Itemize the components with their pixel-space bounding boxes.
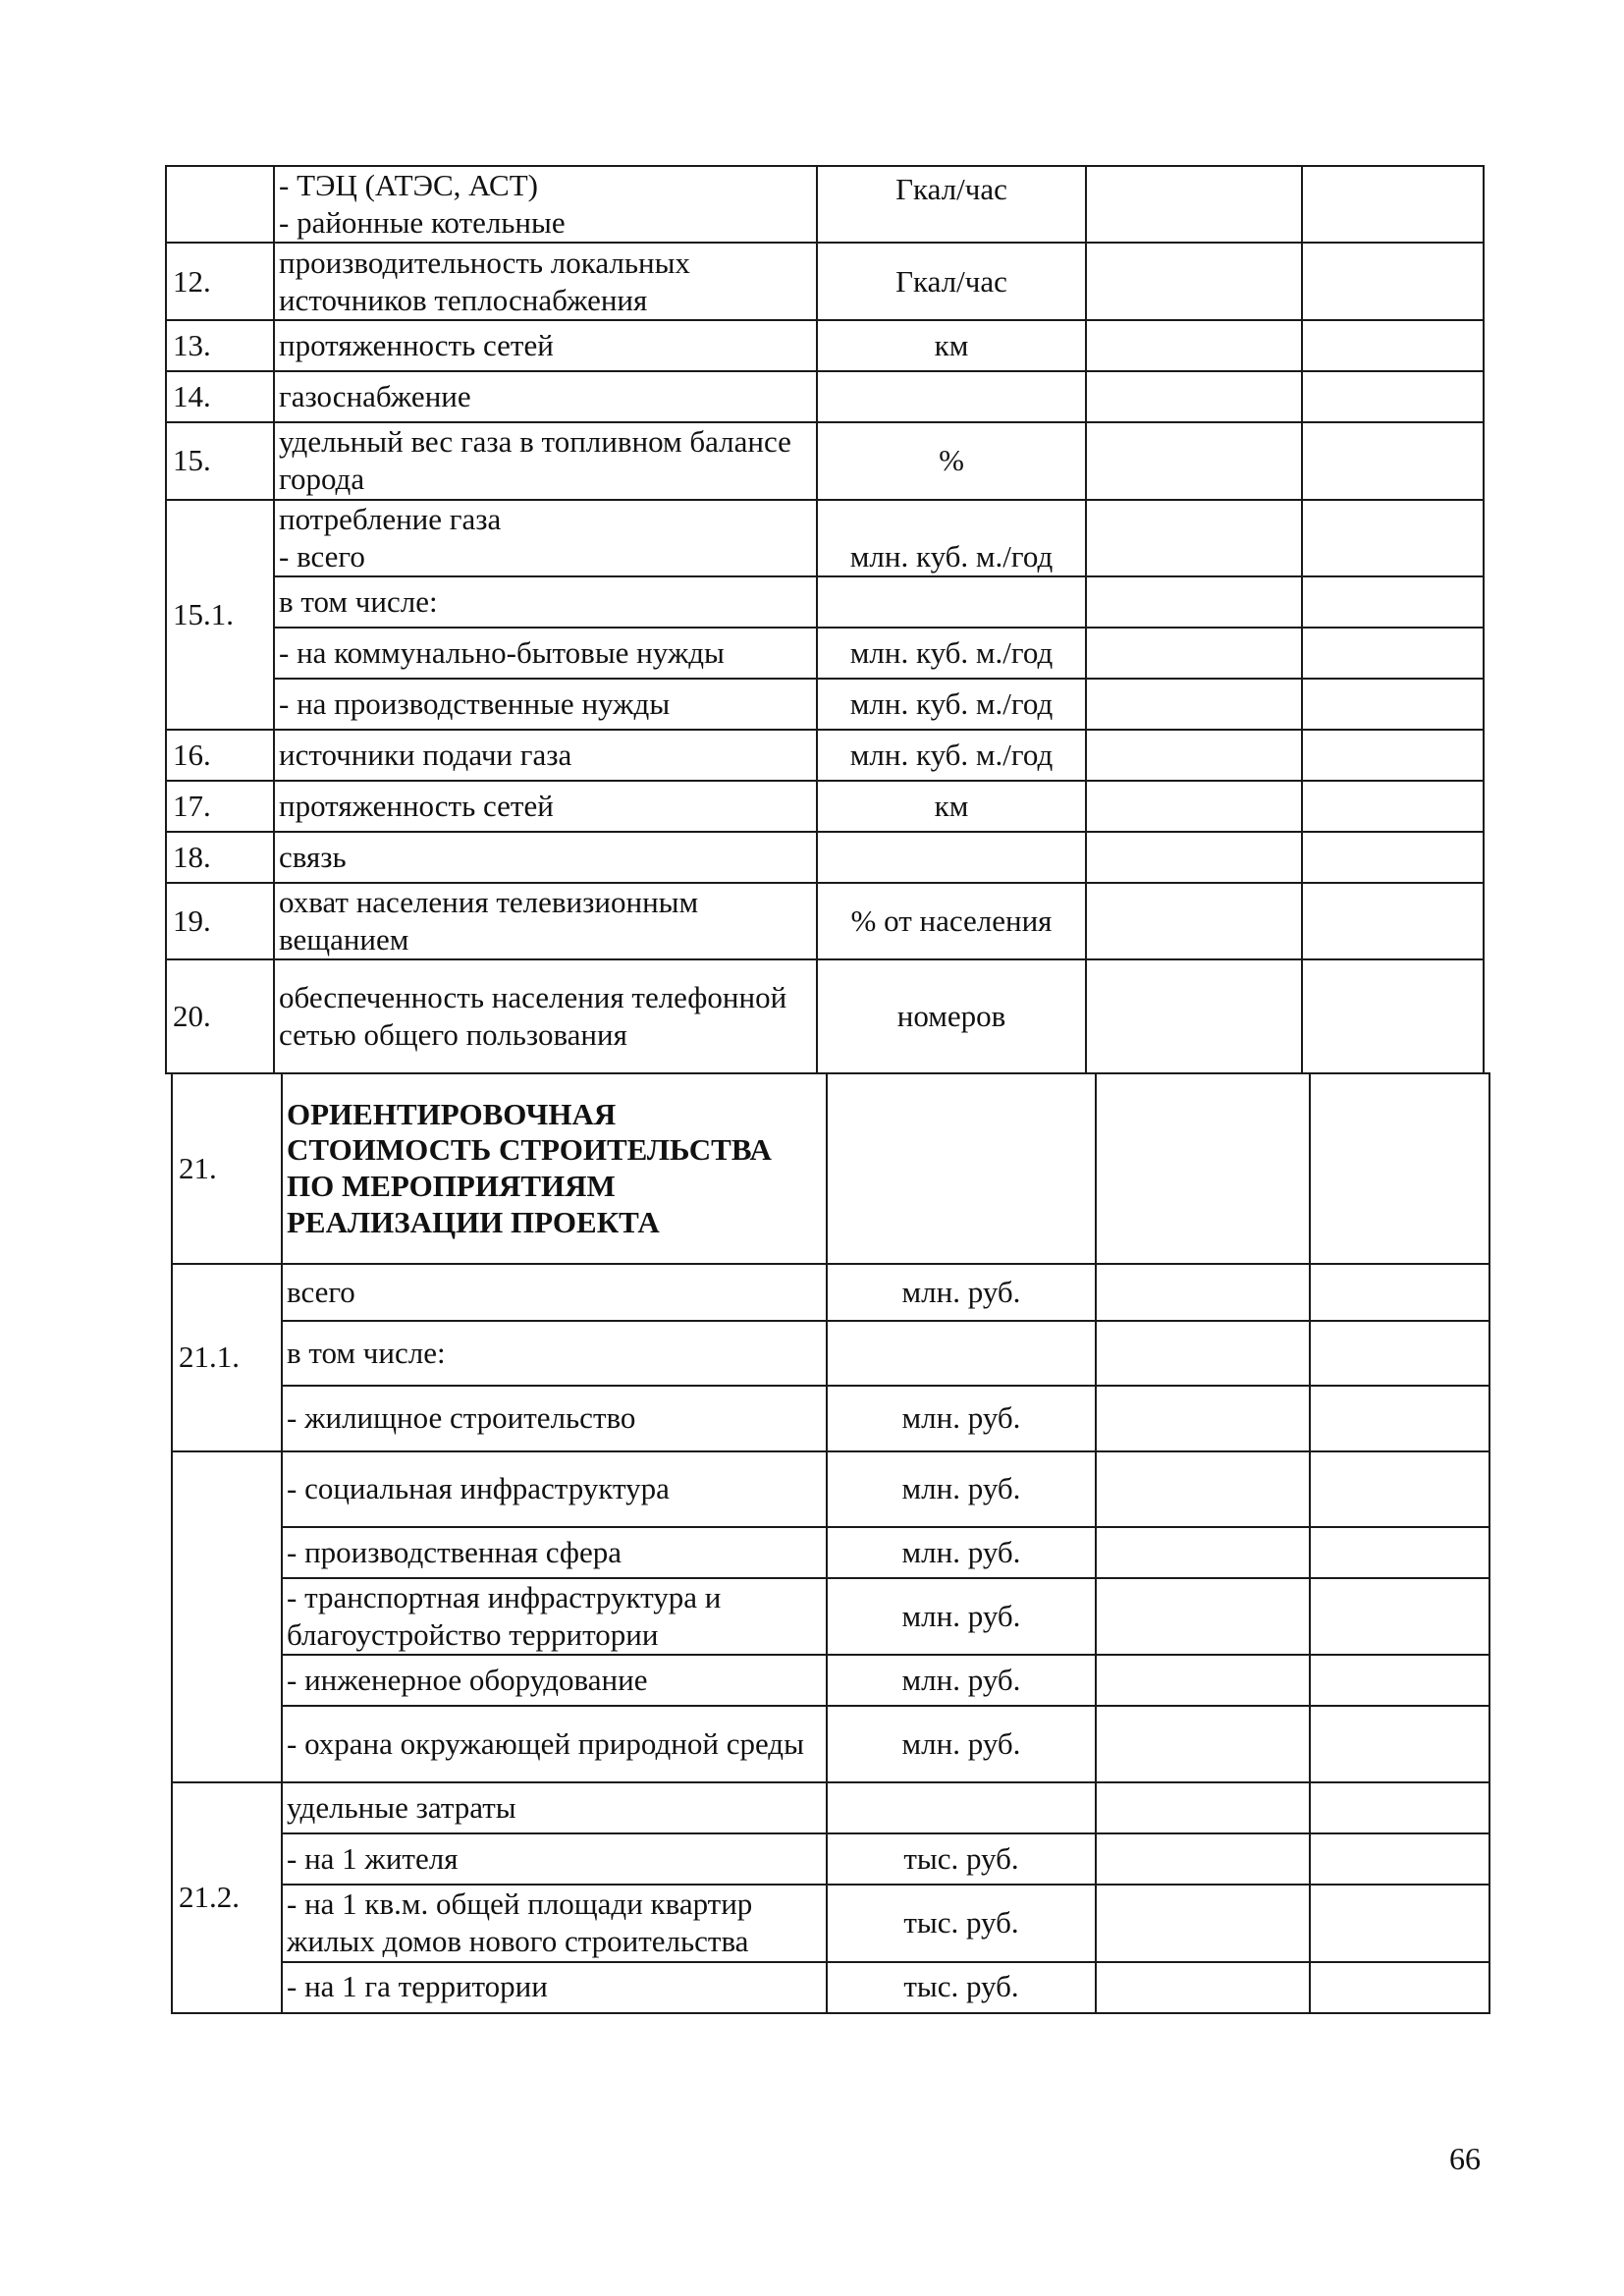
row-number bbox=[166, 166, 274, 243]
table-row bbox=[172, 1655, 1489, 1706]
table-row bbox=[172, 1386, 1489, 1451]
value-cell bbox=[1310, 1885, 1489, 1961]
row-indicator: связь bbox=[274, 832, 817, 883]
value-cell bbox=[1096, 1578, 1310, 1655]
table-row bbox=[172, 1833, 1489, 1885]
row-indicator: производительность локальных источников теплоснабжения bbox=[274, 243, 817, 320]
table-row bbox=[166, 422, 1484, 499]
table-row bbox=[166, 371, 1484, 422]
value-cell bbox=[1310, 1655, 1489, 1706]
value-cell bbox=[1310, 1321, 1489, 1386]
row-number: 13. bbox=[166, 320, 274, 371]
row-indicator: обеспеченность населения телефонной сетью общего пользования bbox=[274, 959, 817, 1073]
table-row bbox=[166, 243, 1484, 320]
value-cell bbox=[1310, 1451, 1489, 1527]
row-indicator: - ТЭЦ (АТЭС, АСТ) - районные котельные bbox=[274, 166, 817, 243]
value-cell bbox=[1096, 1655, 1310, 1706]
value-cell bbox=[1086, 883, 1302, 959]
value-cell bbox=[1086, 422, 1302, 499]
row-unit: номеров bbox=[817, 959, 1086, 1073]
row-indicator: - охрана окружающей природной среды bbox=[282, 1706, 827, 1782]
value-cell bbox=[1310, 1527, 1489, 1578]
row-number: 21. bbox=[172, 1073, 282, 1264]
value-cell bbox=[1096, 1706, 1310, 1782]
table-row bbox=[172, 1073, 1489, 1264]
row-number: 20. bbox=[166, 959, 274, 1073]
row-unit bbox=[827, 1073, 1096, 1264]
value-cell bbox=[1086, 832, 1302, 883]
row-indicator: газоснабжение bbox=[274, 371, 817, 422]
row-unit bbox=[827, 1321, 1096, 1386]
table-row bbox=[166, 500, 1484, 576]
value-cell bbox=[1086, 243, 1302, 320]
row-indicator: в том числе: bbox=[274, 576, 817, 628]
row-unit: млн. куб. м./год bbox=[817, 679, 1086, 730]
row-unit: млн. руб. bbox=[827, 1386, 1096, 1451]
row-indicator: - инженерное оборудование bbox=[282, 1655, 827, 1706]
section-heading: ОРИЕНТИРОВОЧНАЯ СТОИМОСТЬ СТРОИТЕЛЬСТВА ПО МЕРОПРИЯТИЯМ РЕАЛИЗАЦИИ ПРОЕКТА bbox=[282, 1073, 827, 1264]
value-cell bbox=[1086, 320, 1302, 371]
row-indicator: - социальная инфраструктура bbox=[282, 1451, 827, 1527]
value-cell bbox=[1086, 781, 1302, 832]
row-indicator: - на коммунально-бытовые нужды bbox=[274, 628, 817, 679]
row-indicator: источники подачи газа bbox=[274, 730, 817, 781]
value-cell bbox=[1086, 959, 1302, 1073]
value-cell bbox=[1310, 1578, 1489, 1655]
table-row bbox=[166, 832, 1484, 883]
row-number bbox=[172, 1451, 282, 1782]
row-unit: км bbox=[817, 320, 1086, 371]
row-indicator: - на 1 га территории bbox=[282, 1962, 827, 2013]
row-number: 15. bbox=[166, 422, 274, 499]
value-cell bbox=[1310, 1264, 1489, 1321]
value-cell bbox=[1096, 1962, 1310, 2013]
table-row bbox=[166, 679, 1484, 730]
value-cell bbox=[1096, 1386, 1310, 1451]
row-unit: млн. руб. bbox=[827, 1264, 1096, 1321]
row-unit: км bbox=[817, 781, 1086, 832]
indicators-table-part-2 bbox=[171, 1072, 1490, 2014]
row-unit: млн. руб. bbox=[827, 1527, 1096, 1578]
row-number: 16. bbox=[166, 730, 274, 781]
row-unit: Гкал/час bbox=[817, 166, 1086, 243]
row-unit: тыс. руб. bbox=[827, 1962, 1096, 2013]
value-cell bbox=[1086, 500, 1302, 576]
table-row bbox=[172, 1962, 1489, 2013]
row-unit: тыс. руб. bbox=[827, 1885, 1096, 1961]
value-cell bbox=[1310, 1833, 1489, 1885]
row-unit: млн. руб. bbox=[827, 1451, 1096, 1527]
row-number: 21.1. bbox=[172, 1264, 282, 1451]
row-unit: Гкал/час bbox=[817, 243, 1086, 320]
table-row bbox=[172, 1578, 1489, 1655]
table-row bbox=[166, 576, 1484, 628]
value-cell bbox=[1302, 500, 1484, 576]
value-cell bbox=[1086, 730, 1302, 781]
value-cell bbox=[1310, 1706, 1489, 1782]
row-unit: % bbox=[817, 422, 1086, 499]
value-cell bbox=[1086, 628, 1302, 679]
value-cell bbox=[1302, 628, 1484, 679]
row-indicator: в том числе: bbox=[282, 1321, 827, 1386]
row-indicator: всего bbox=[282, 1264, 827, 1321]
table-row bbox=[166, 959, 1484, 1073]
table-row bbox=[172, 1782, 1489, 1833]
value-cell bbox=[1302, 371, 1484, 422]
row-indicator: - жилищное строительство bbox=[282, 1386, 827, 1451]
value-cell bbox=[1302, 883, 1484, 959]
table-row bbox=[172, 1451, 1489, 1527]
row-indicator: - на производственные нужды bbox=[274, 679, 817, 730]
table-row bbox=[172, 1527, 1489, 1578]
value-cell bbox=[1096, 1885, 1310, 1961]
value-cell bbox=[1302, 576, 1484, 628]
value-cell bbox=[1086, 371, 1302, 422]
table-row bbox=[166, 781, 1484, 832]
row-indicator: - производственная сфера bbox=[282, 1527, 827, 1578]
value-cell bbox=[1096, 1073, 1310, 1264]
value-cell bbox=[1086, 679, 1302, 730]
row-indicator: удельные затраты bbox=[282, 1782, 827, 1833]
row-unit: млн. куб. м./год bbox=[817, 628, 1086, 679]
table-row bbox=[172, 1706, 1489, 1782]
value-cell bbox=[1302, 959, 1484, 1073]
value-cell bbox=[1096, 1527, 1310, 1578]
row-unit bbox=[817, 371, 1086, 422]
value-cell bbox=[1086, 166, 1302, 243]
value-cell bbox=[1310, 1386, 1489, 1451]
table-row bbox=[166, 628, 1484, 679]
row-number: 14. bbox=[166, 371, 274, 422]
value-cell bbox=[1096, 1451, 1310, 1527]
row-unit: млн. руб. bbox=[827, 1578, 1096, 1655]
table-row bbox=[172, 1264, 1489, 1321]
row-indicator: удельный вес газа в топливном балансе города bbox=[274, 422, 817, 499]
table-row bbox=[172, 1885, 1489, 1961]
row-unit: % от населения bbox=[817, 883, 1086, 959]
row-indicator: протяженность сетей bbox=[274, 320, 817, 371]
value-cell bbox=[1096, 1833, 1310, 1885]
value-cell bbox=[1086, 576, 1302, 628]
table-row bbox=[166, 730, 1484, 781]
row-number: 15.1. bbox=[166, 500, 274, 730]
table-row bbox=[166, 883, 1484, 959]
table-row bbox=[166, 320, 1484, 371]
row-unit bbox=[817, 576, 1086, 628]
row-indicator: охват населения телевизионным вещанием bbox=[274, 883, 817, 959]
row-indicator: - транспортная инфраструктура и благоустройство территории bbox=[282, 1578, 827, 1655]
value-cell bbox=[1302, 166, 1484, 243]
row-unit: млн. руб. bbox=[827, 1655, 1096, 1706]
row-unit bbox=[817, 832, 1086, 883]
value-cell bbox=[1302, 243, 1484, 320]
row-number: 12. bbox=[166, 243, 274, 320]
row-unit: млн. куб. м./год bbox=[817, 500, 1086, 576]
value-cell bbox=[1096, 1782, 1310, 1833]
row-indicator: - на 1 жителя bbox=[282, 1833, 827, 1885]
row-number: 21.2. bbox=[172, 1782, 282, 2012]
row-unit bbox=[827, 1782, 1096, 1833]
row-unit: тыс. руб. bbox=[827, 1833, 1096, 1885]
value-cell bbox=[1310, 1073, 1489, 1264]
row-number: 17. bbox=[166, 781, 274, 832]
value-cell bbox=[1302, 781, 1484, 832]
row-number: 18. bbox=[166, 832, 274, 883]
indicators-table-part-1 bbox=[165, 165, 1485, 1074]
row-unit: млн. руб. bbox=[827, 1706, 1096, 1782]
value-cell bbox=[1302, 832, 1484, 883]
row-unit: млн. куб. м./год bbox=[817, 730, 1086, 781]
row-number: 19. bbox=[166, 883, 274, 959]
value-cell bbox=[1310, 1962, 1489, 2013]
row-indicator: протяженность сетей bbox=[274, 781, 817, 832]
table-row bbox=[166, 166, 1484, 243]
value-cell bbox=[1096, 1321, 1310, 1386]
value-cell bbox=[1302, 320, 1484, 371]
table-row bbox=[172, 1321, 1489, 1386]
value-cell bbox=[1302, 730, 1484, 781]
value-cell bbox=[1302, 422, 1484, 499]
row-indicator: потребление газа - всего bbox=[274, 500, 817, 576]
value-cell bbox=[1310, 1782, 1489, 1833]
row-indicator: - на 1 кв.м. общей площади квартир жилых домов нового строительства bbox=[282, 1885, 827, 1961]
value-cell bbox=[1096, 1264, 1310, 1321]
page-number: 66 bbox=[1449, 2141, 1481, 2176]
value-cell bbox=[1302, 679, 1484, 730]
